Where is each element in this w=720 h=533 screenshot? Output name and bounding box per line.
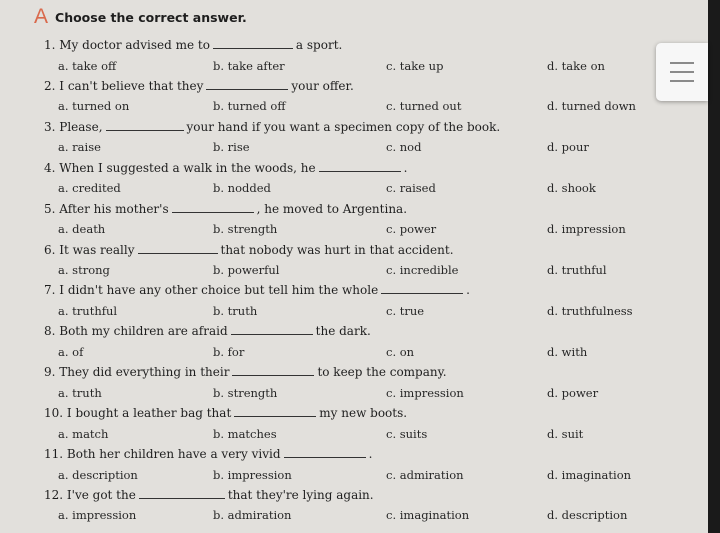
- question-text: 8. Both my children are afraid: [44, 324, 228, 339]
- question-text: 12. I've got the: [44, 487, 136, 502]
- option-c[interactable]: c. incredible: [386, 263, 459, 277]
- option-c[interactable]: c. imagination: [386, 508, 470, 523]
- option-b[interactable]: b. turned off: [213, 99, 286, 114]
- option-d[interactable]: d. turned down: [547, 99, 636, 114]
- question-5: [44, 200, 407, 218]
- option-d[interactable]: d. take on: [547, 58, 605, 73]
- answer-blank[interactable]: [206, 78, 288, 90]
- option-b[interactable]: b. rise: [213, 140, 250, 155]
- question-9: [44, 363, 447, 381]
- option-a[interactable]: a. turned on: [58, 99, 130, 114]
- option-a[interactable]: a. take off: [58, 58, 117, 73]
- question-1: [44, 36, 342, 54]
- option-c[interactable]: c. true: [386, 303, 425, 318]
- option-c[interactable]: c. admiration: [386, 467, 464, 482]
- option-d[interactable]: d. description: [547, 508, 628, 523]
- option-b[interactable]: b. impression: [213, 467, 292, 482]
- option-a[interactable]: a. truth: [58, 385, 102, 400]
- question-text-end: that they're lying again.: [227, 487, 374, 502]
- answer-blank[interactable]: [319, 160, 401, 172]
- option-d[interactable]: d. truthfulness: [547, 303, 633, 318]
- answer-blank[interactable]: [138, 242, 218, 254]
- option-d[interactable]: d. truthful: [547, 263, 607, 277]
- question-4: [44, 159, 407, 177]
- question-text-end: a sport.: [295, 38, 343, 52]
- option-a[interactable]: a. credited: [58, 181, 121, 196]
- menu-button[interactable]: [656, 43, 708, 101]
- option-a[interactable]: a. of: [58, 344, 84, 359]
- option-c[interactable]: c. turned out: [386, 99, 462, 114]
- answer-blank[interactable]: [213, 37, 293, 49]
- answer-blank[interactable]: [232, 364, 314, 376]
- question-11: [44, 445, 372, 463]
- instruction-title: Choose the correct answer.: [55, 9, 247, 25]
- question-text-end: my new boots.: [319, 406, 408, 421]
- option-a[interactable]: a. description: [58, 467, 138, 482]
- option-c[interactable]: c. raised: [386, 181, 436, 196]
- option-c[interactable]: c. nod: [386, 140, 422, 155]
- question-text: 9. They did everything in their: [44, 365, 230, 380]
- section-letter: A: [34, 5, 49, 28]
- option-b[interactable]: b. truth: [213, 303, 258, 318]
- option-b[interactable]: b. for: [213, 344, 245, 359]
- option-b[interactable]: b. powerful: [213, 263, 280, 277]
- option-d[interactable]: d. shook: [547, 181, 596, 196]
- question-text: 3. Please,: [44, 119, 103, 134]
- question-text: 1. My doctor advised me to: [44, 38, 210, 52]
- option-b[interactable]: b. strength: [213, 385, 278, 400]
- option-c[interactable]: c. impression: [386, 385, 464, 400]
- question-text-end: to keep the company.: [317, 365, 447, 380]
- question-text-end: your hand if you want a specimen copy of the book.: [186, 119, 501, 134]
- question-2: [44, 77, 354, 95]
- question-text: 4. When I suggested a walk in the woods, he: [44, 160, 316, 175]
- option-a[interactable]: a. impression: [58, 508, 137, 523]
- option-d[interactable]: d. suit: [547, 426, 584, 441]
- answer-blank[interactable]: [231, 323, 313, 335]
- question-10: [44, 404, 407, 422]
- option-b[interactable]: b. strength: [213, 222, 278, 237]
- answer-blank[interactable]: [106, 119, 184, 131]
- section-header: [34, 5, 247, 29]
- question-3: [44, 118, 500, 136]
- question-text-end: that nobody was hurt in that accident.: [220, 242, 454, 257]
- option-c[interactable]: c. suits: [386, 426, 428, 441]
- option-d[interactable]: d. impression: [547, 222, 626, 237]
- question-8: [44, 322, 371, 340]
- question-text: 5. After his mother's: [44, 201, 169, 216]
- answer-blank[interactable]: [381, 282, 463, 294]
- option-d[interactable]: d. imagination: [547, 467, 632, 482]
- option-b[interactable]: b. nodded: [213, 181, 271, 196]
- answer-blank[interactable]: [139, 487, 225, 499]
- option-a[interactable]: a. strong: [58, 263, 110, 277]
- answer-blank[interactable]: [172, 201, 254, 213]
- option-a[interactable]: a. raise: [58, 140, 101, 155]
- option-d[interactable]: d. pour: [547, 140, 589, 155]
- option-b[interactable]: b. take after: [213, 58, 285, 73]
- option-d[interactable]: d. with: [547, 344, 588, 359]
- hamburger-icon: [670, 62, 694, 64]
- option-c[interactable]: c. take up: [386, 58, 444, 73]
- answer-blank[interactable]: [284, 446, 366, 458]
- question-text: 10. I bought a leather bag that: [44, 406, 232, 421]
- question-text: 7. I didn't have any other choice but tell him the whole: [44, 283, 379, 298]
- option-a[interactable]: a. match: [58, 426, 109, 441]
- option-a[interactable]: a. death: [58, 222, 106, 237]
- question-12: [44, 486, 374, 504]
- question-text-end: .: [466, 283, 470, 298]
- question-text-end: your offer.: [291, 78, 354, 93]
- option-c[interactable]: c. on: [386, 344, 415, 359]
- option-d[interactable]: d. power: [547, 385, 599, 400]
- question-text-end: the dark.: [315, 324, 371, 339]
- question-7: [44, 281, 470, 299]
- question-text: 2. I can't believe that they: [44, 78, 204, 93]
- option-b[interactable]: b. matches: [213, 426, 277, 441]
- question-6: [44, 241, 454, 259]
- option-a[interactable]: a. truthful: [58, 303, 118, 318]
- answer-blank[interactable]: [234, 405, 316, 417]
- question-text-end: .: [403, 160, 408, 175]
- option-b[interactable]: b. admiration: [213, 508, 292, 523]
- question-text: 11. Both her children have a very vivid: [44, 447, 281, 461]
- option-c[interactable]: c. power: [386, 222, 437, 237]
- question-text-end: .: [368, 447, 373, 461]
- question-text-end: , he moved to Argentina.: [256, 201, 408, 216]
- question-text: 6. It was really: [44, 242, 135, 257]
